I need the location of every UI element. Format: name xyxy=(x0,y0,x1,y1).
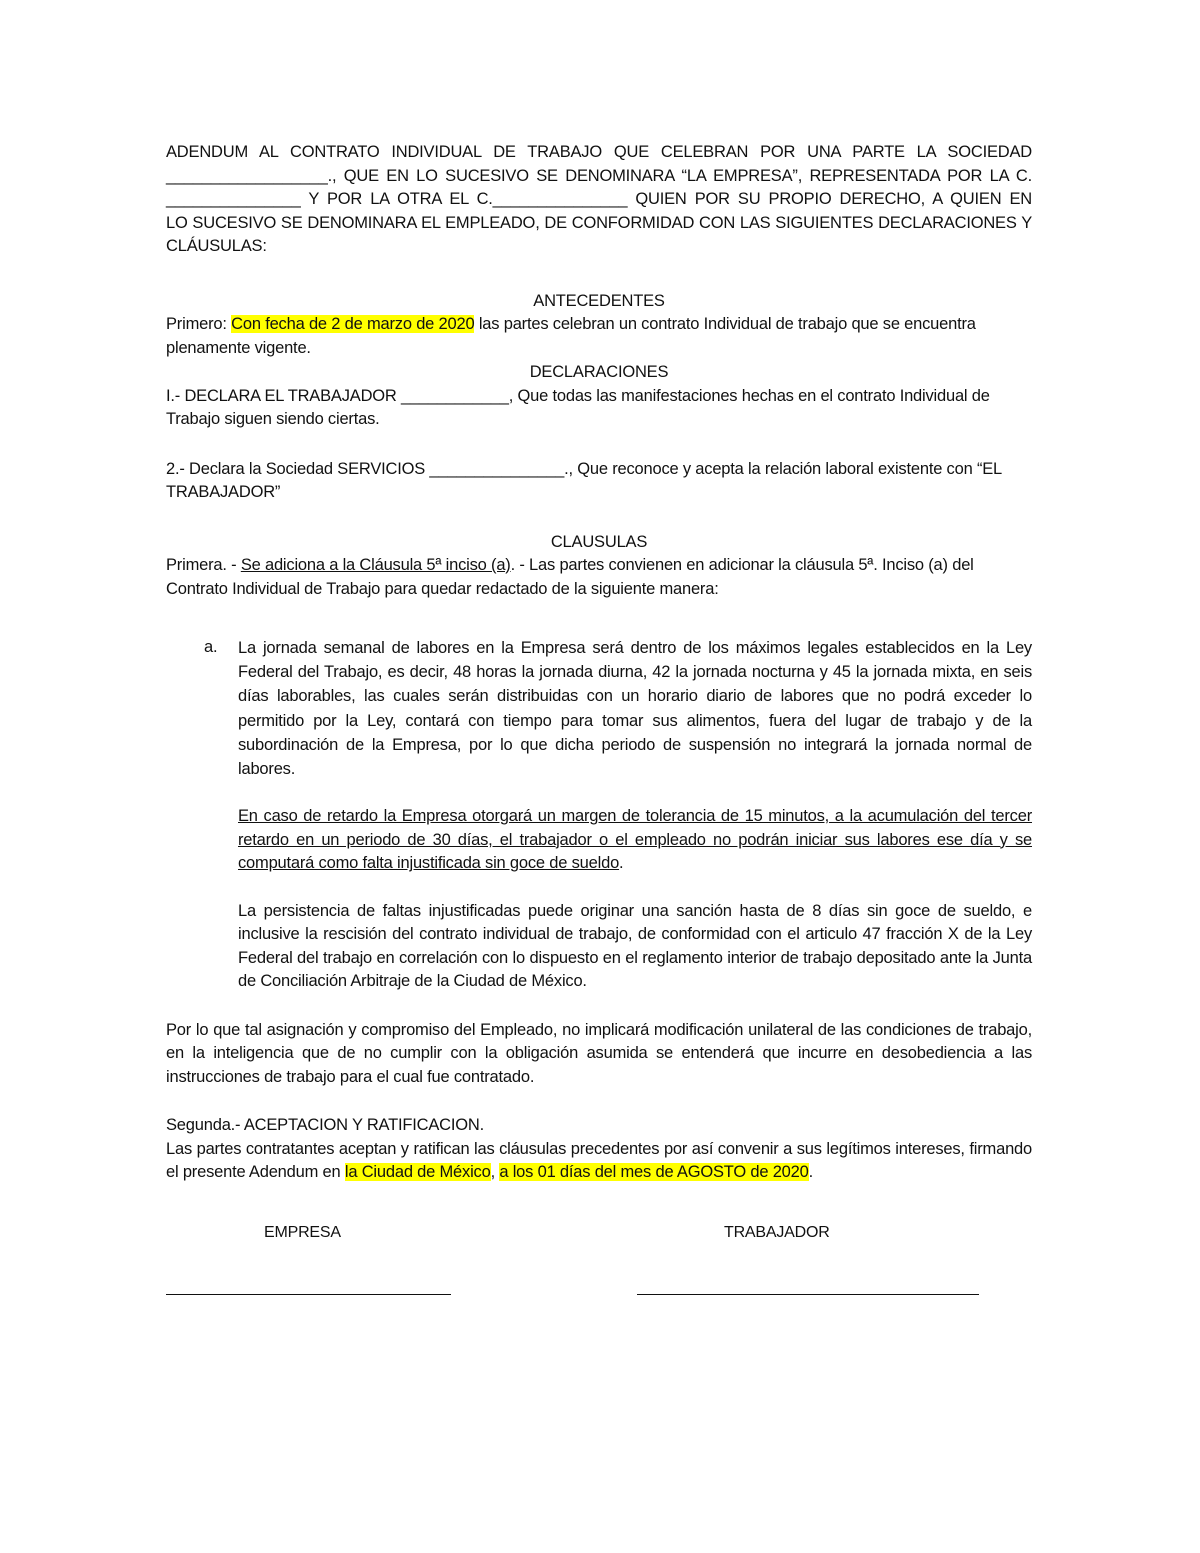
antecedentes-heading: ANTECEDENTES xyxy=(533,291,665,310)
declaraciones-heading: DECLARACIONES xyxy=(529,363,669,381)
closing-paragraph: Por lo que tal asignación y compromiso del Empleado, no implicará modificación unilateral de las condiciones de trabajo, en la inteligencia que de no cumplir con la obligación asumida se entenderá que incurre en desobediencia a las instrucciones de trabajo para el cual fue contratado. xyxy=(166,1020,1032,1086)
clausula-primera-text: . - Las partes convienen en adicionar la cláusula 5ª. Inciso (a) del Contrato Individual de Trabajo para quedar redactado de la siguiente manera: xyxy=(166,556,974,598)
title-line-1: ADENDUM AL CONTRATO INDIVIDUAL DE TRABAJO QUE CELEBRAN POR UNA PARTE LA SOCIEDAD xyxy=(166,143,1032,161)
retardo-period: . xyxy=(619,854,624,873)
faltas-paragraph: La persistencia de faltas injustificadas puede originar una sanción hasta de 8 días sin goce de sueldo, e inclusive la rescisión del contrato individual de trabajo, de conformidad con el articulo 47 fracción X de la Ley Federal del trabajo en correlación con lo dispuesto en el reglamento interior de trabajo depositado ante la Junta de Conciliación Arbitraje de la Ciudad de México. xyxy=(238,901,1032,991)
title-line-4: LO SUCESIVO SE DENOMINARA EL EMPLEADO, DE CONFORMIDAD CON LAS SIGUIENTES DECLARACIONES Y xyxy=(166,213,1032,232)
declaracion-sociedad: 2.- Declara la Sociedad SERVICIOS _______________., Que reconoce y acepta la relación laboral existente con “EL TRABAJADOR” xyxy=(166,459,1002,501)
antecedentes-paragraph xyxy=(166,313,1032,360)
document-title xyxy=(166,141,1032,259)
segunda-comma: , xyxy=(490,1163,495,1182)
clausula-primera xyxy=(166,554,1032,601)
clausula-primera-underlined: Se adiciona a la Cláusula 5ª inciso (a) xyxy=(240,556,511,574)
antecedentes-date-highlight: Con fecha de 2 de marzo de 2020 xyxy=(231,315,475,333)
title-line-2: __________________., QUE EN LO SUCESIVO SE DENOMINARA “LA EMPRESA”, REPRESENTADA POR LA C. xyxy=(166,166,1032,185)
segunda-place-highlight: la Ciudad de México xyxy=(344,1163,491,1182)
segunda-date-highlight: a los 01 días del mes de AGOSTO de 2020 xyxy=(499,1163,809,1182)
segunda-heading: Segunda.- ACEPTACION Y RATIFICACION. xyxy=(166,1116,485,1135)
antecedentes-label: Primero: xyxy=(166,315,227,333)
list-item xyxy=(166,636,1032,994)
segunda-period: . xyxy=(808,1163,814,1182)
title-line-5: CLÁUSULAS: xyxy=(166,237,267,255)
clausula-primera-label: Primera. - xyxy=(166,556,237,574)
signature-line-empresa xyxy=(166,1294,451,1295)
signature-lines xyxy=(166,1294,1032,1296)
signature-label-trabajador: TRABAJADOR xyxy=(724,1223,830,1241)
signature-line-trabajador xyxy=(637,1294,979,1295)
segunda-text: Las partes contratantes aceptan y ratifican las cláusulas precedentes por así convenir a sus legítimos intereses, firmando el presente Adendum en xyxy=(166,1139,1032,1182)
retardo-underlined-text: En caso de retardo la Empresa otorgará un margen de tolerancia de 15 minutos, a la acumulación del tercer retardo en un periodo de 30 días, el trabajador o el empleado no podrán iniciar sus labores ese día y se computará como falta injustificada sin goce de sueldo xyxy=(238,807,1032,873)
signature-label-empresa: EMPRESA xyxy=(264,1223,341,1241)
title-line-3: _______________ Y POR LA OTRA EL C._______________ QUIEN POR SU PROPIO DERECHO, A QUIEN EN xyxy=(166,190,1032,208)
declaracion-trabajador: I.- DECLARA EL TRABAJADOR ____________, Que todas las manifestaciones hechas en el contrato Individual de Trabajo siguen siendo ciertas. xyxy=(166,386,990,428)
list-marker: a. xyxy=(204,638,218,656)
jornada-paragraph: La jornada semanal de labores en la Empresa será dentro de los máximos legales establecidos en la Ley Federal del Trabajo, es decir, 48 horas la jornada diurna, 42 la jornada nocturna y 45 la jornada mixta, en seis días laborables, las cuales serán distribuidas con un horario diario de labores que no podrá exceder lo permitido por la Ley, contará con tiempo para tomar sus alimentos, fuera del lugar de trabajo y de la subordinación de la Empresa, por lo que dicha periodo de suspensión no integrará la jornada normal de labores. xyxy=(238,639,1032,779)
retardo-paragraph xyxy=(238,805,1032,876)
signature-labels xyxy=(166,1221,1032,1245)
document-body xyxy=(166,141,1032,1245)
antecedentes-text: las partes celebran un contrato Individual de trabajo que se encuentra plenamente vigente. xyxy=(166,315,976,357)
segunda-paragraph xyxy=(166,1138,1032,1185)
clausulas-heading: CLAUSULAS xyxy=(550,532,648,551)
